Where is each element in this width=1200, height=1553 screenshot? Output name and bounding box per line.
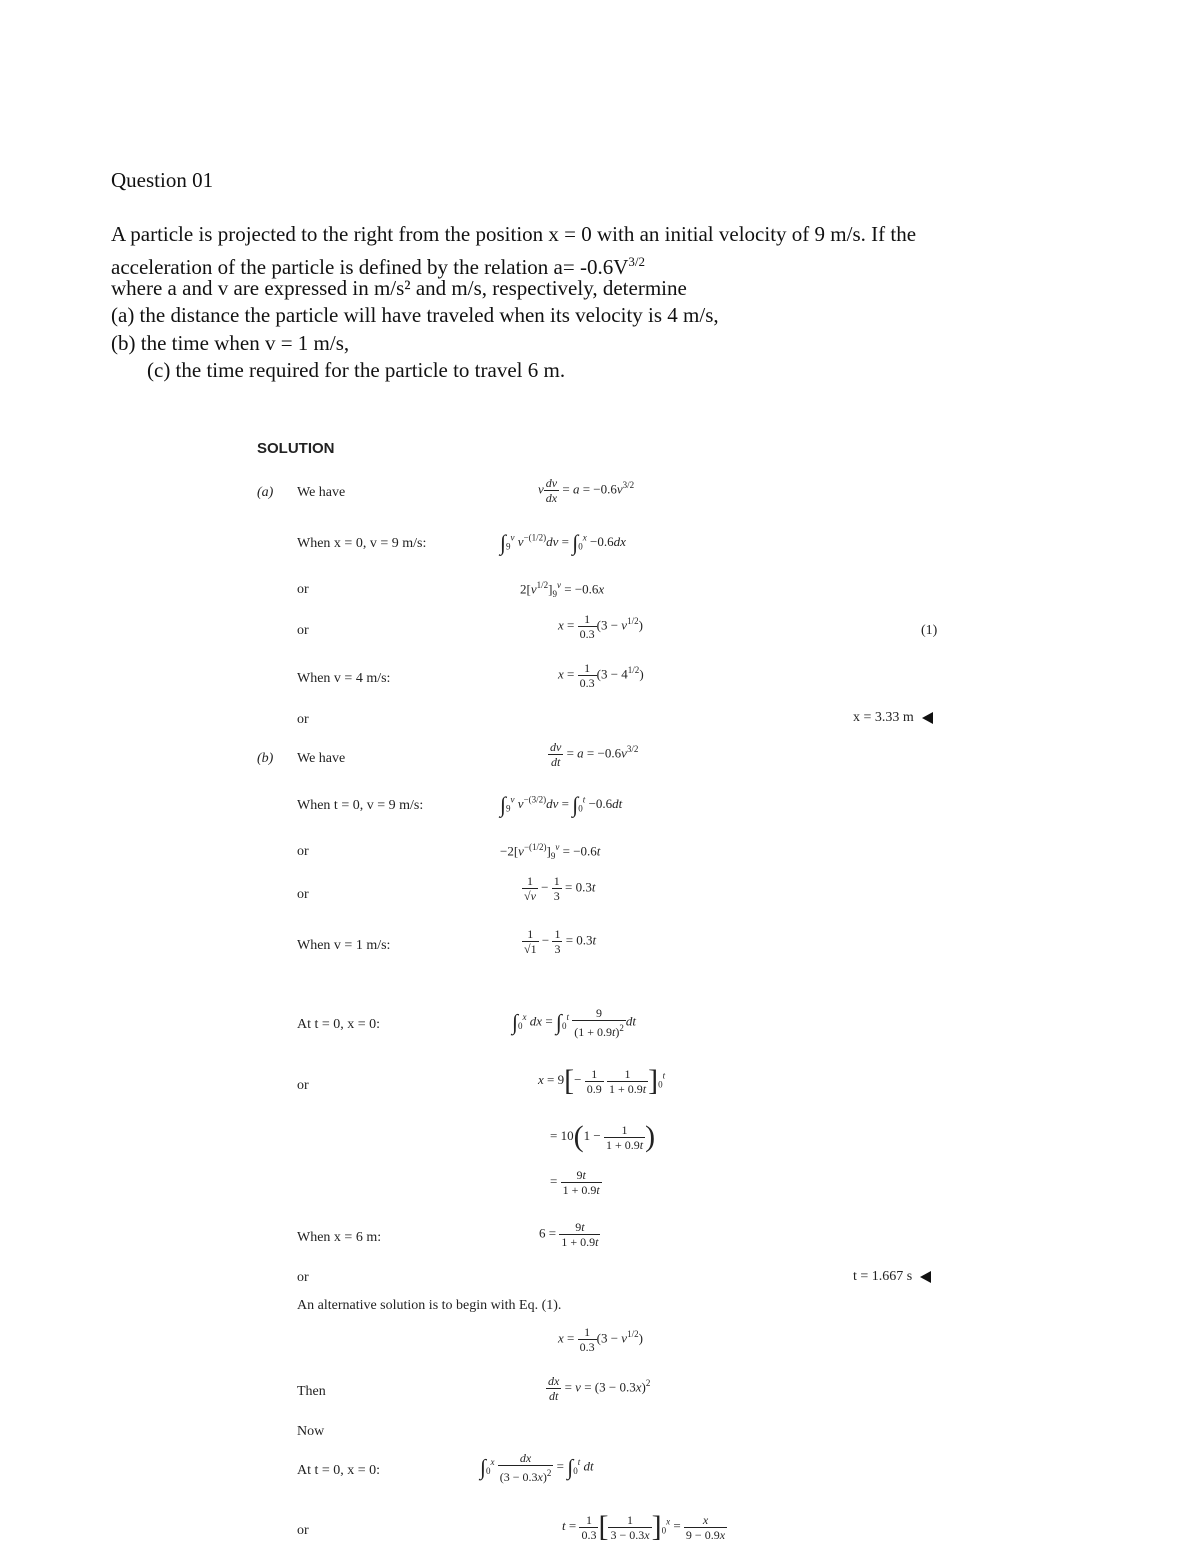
- or-c2: or: [297, 1270, 309, 1285]
- or-a2: or: [297, 623, 309, 638]
- eq-c5: 6 = $\frac{9t}{1 + 0.9t}$: [539, 1220, 599, 1249]
- eq-c9: t = $\frac{1}{0.3}$ [ $\frac{1}{3 - 0.3x}$ ]$_0^x$ = $\frac{x}{9 - 0.9x}$: [562, 1510, 726, 1543]
- or-b1: or: [297, 844, 309, 859]
- or-a1: or: [297, 582, 309, 597]
- eq-a3: $2[v^{1/2}]_9^v = -0.6x$: [520, 580, 605, 599]
- answer-x: x = 3.33 m: [853, 710, 933, 726]
- or-c1: or: [297, 1078, 309, 1093]
- question-line-3: where a and v are expressed in m/s² and m/s, respectively, determine: [111, 276, 687, 300]
- or-b2: or: [297, 887, 309, 902]
- eq-c7: $\frac{dx}{dt}$ = $v = (3 - 0.3x)^2$: [548, 1374, 651, 1403]
- at-t0-x0: At t = 0, x = 0:: [297, 1017, 381, 1032]
- answer-t: t = 1.667 s: [853, 1269, 931, 1285]
- question-line-6: (c) the time required for the particle to travel 6 m.: [147, 358, 566, 382]
- question-line-1: A particle is projected to the right from the position x = 0 with an initial velocity of 9 m/s. If the: [111, 222, 917, 246]
- answer-arrow-icon: [922, 712, 933, 724]
- then-label: Then: [297, 1384, 326, 1399]
- at-t0-x0-2: At t = 0, x = 0:: [297, 1463, 381, 1478]
- question-line-4: (a) the distance the particle will have traveled when its velocity is 4 m/s,: [111, 303, 719, 327]
- when-t0-v9: When t = 0, v = 9 m/s:: [297, 798, 424, 813]
- eq-b4: $\frac{1}{√v}$ − $\frac{1}{3}$ = 0.3t: [524, 874, 596, 903]
- eq-c1: $\int_0^x$ dx = $\int_0^t$ $\frac{9}{(1 + 0.9t)^2}$ dt: [512, 1006, 636, 1039]
- or-c3: or: [297, 1523, 309, 1538]
- eq-b5: $\frac{1}{√1}$ − $\frac{1}{3}$ = 0.3t: [524, 927, 597, 956]
- now-label: Now: [297, 1424, 325, 1439]
- or-a3: or: [297, 712, 309, 727]
- eq-b2: $\int_9^v$ $v^{-(3/2)}dv = \int_0^t -0.6dt$: [500, 792, 623, 817]
- eq-b1: $\frac{dv}{dt}$ = $a = -0.6v^{3/2}$: [550, 740, 639, 769]
- eq-a5: x = $\frac{1}{0.3}$ $(3 - 4^{1/2})$: [558, 661, 644, 690]
- eq-c8: $\int_0^x$ $\frac{dx}{(3 - 0.3x)^2}$ = $\int_0^t$ dt: [480, 1451, 594, 1484]
- eq-b3: $-2[v^{-(1/2)}]_9^v = -0.6t$: [500, 842, 601, 861]
- eq-c6: x = $\frac{1}{0.3}$ $(3 - v^{1/2})$: [558, 1325, 643, 1354]
- when-x6: When x = 6 m:: [297, 1230, 382, 1245]
- when-v4: When v = 4 m/s:: [297, 671, 391, 686]
- question-line-2: acceleration of the particle is defined by the relation $a= -0.6V^{3/2}$: [111, 254, 645, 279]
- part-a-label: (a): [257, 485, 274, 500]
- when-v1: When v = 1 m/s:: [297, 938, 391, 953]
- eq-c3: = 10(1 − $\frac{1}{1 + 0.9t}$ ): [550, 1120, 656, 1153]
- question-line-5: (b) the time when v = 1 m/s,: [111, 331, 350, 355]
- question-title: Question 01: [111, 168, 214, 192]
- solution-heading: SOLUTION: [257, 440, 335, 457]
- eq-a2: $\int_9^v$ $v^{-(1/2)}dv = \int_0^x -0.6dx$: [500, 530, 626, 555]
- eq-a4: x = $\frac{1}{0.3}$ $(3 - v^{1/2})$: [558, 612, 643, 641]
- we-have-b: We have: [297, 751, 346, 766]
- alternative-text: An alternative solution is to begin with Eq. (1).: [297, 1298, 562, 1313]
- part-b-label: (b): [257, 751, 274, 766]
- eq-label-1: (1): [921, 623, 938, 638]
- answer-arrow-icon: [920, 1271, 931, 1283]
- eq-c2: x = 9[− $\frac{1}{0.9}$ $\frac{1}{1 + 0.9t}$ ]$_0^t$: [538, 1064, 666, 1097]
- eq-a1: v $\frac{dv}{dx}$ = $a = -0.6v^{3/2}$: [538, 476, 635, 505]
- when-x0-v9: When x = 0, v = 9 m/s:: [297, 536, 427, 551]
- we-have-a: We have: [297, 485, 346, 500]
- eq-c4: = $\frac{9t}{1 + 0.9t}$: [550, 1168, 600, 1197]
